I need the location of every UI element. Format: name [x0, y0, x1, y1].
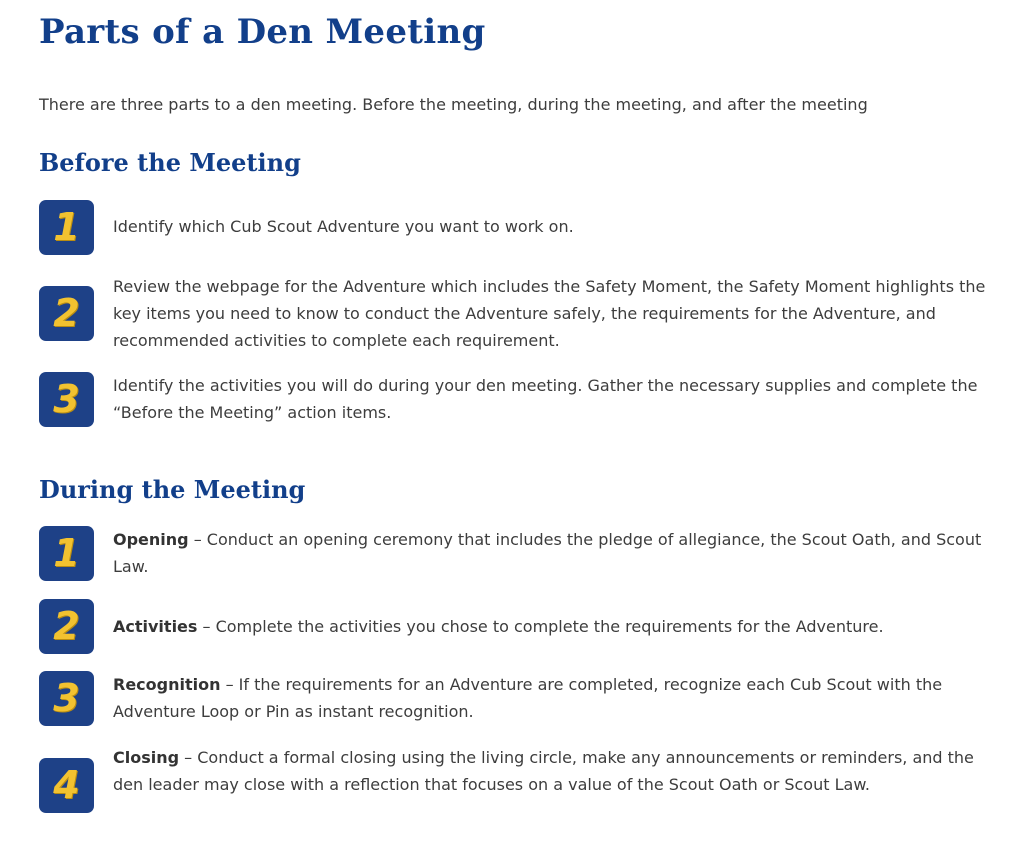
before-step-2-text: Review the webpage for the Adventure which includes the Safety Moment, the Safety Moment highlights the key items you need to know to conduct the Adventure safely, the requirements for the Adventure, and recommended activities to complete each requirement.: [113, 277, 986, 350]
before-step-1-text: Identify which Cub Scout Adventure you want to work on.: [113, 217, 574, 236]
intro-paragraph: There are three parts to a den meeting. Before the meeting, during the meeting, and after the meeting: [39, 95, 868, 114]
page-title: Parts of a Den Meeting: [39, 12, 486, 52]
during-step-activities-text: Activities – Complete the activities you chose to complete the requirements for the Adventure.: [113, 617, 884, 636]
during-step-opening-text: Opening – Conduct an opening ceremony that includes the pledge of allegiance, the Scout Oath, and Scout Law.: [113, 530, 982, 576]
number-2-icon: 2: [39, 286, 94, 341]
number-3-icon: 3: [39, 372, 94, 427]
step-label: Activities: [113, 617, 198, 636]
during-step-recognition-text: Recognition – If the requirements for an Adventure are completed, recognize each Cub Scout with the Adventure Loop or Pin as instant recognition.: [113, 675, 943, 721]
step-label: Opening: [113, 530, 189, 549]
number-1-icon: 1: [39, 526, 94, 581]
during-step-closing-text: Closing – Conduct a formal closing using the living circle, make any announcements or reminders, and the den leader may close with a reflection that focuses on a value of the Scout Oath or Scout Law.: [113, 748, 974, 794]
before-meeting-heading: Before the Meeting: [39, 148, 301, 177]
before-step-3-text: Identify the activities you will do during your den meeting. Gather the necessary supplies and complete the “Before the Meeting” action items.: [113, 376, 978, 422]
step-label: Recognition: [113, 675, 221, 694]
number-2-icon: 2: [39, 599, 94, 654]
number-3-icon: 3: [39, 671, 94, 726]
step-label: Closing: [113, 748, 180, 767]
number-4-icon: 4: [39, 758, 94, 813]
number-1-icon: 1: [39, 200, 94, 255]
during-meeting-heading: During the Meeting: [39, 475, 306, 504]
